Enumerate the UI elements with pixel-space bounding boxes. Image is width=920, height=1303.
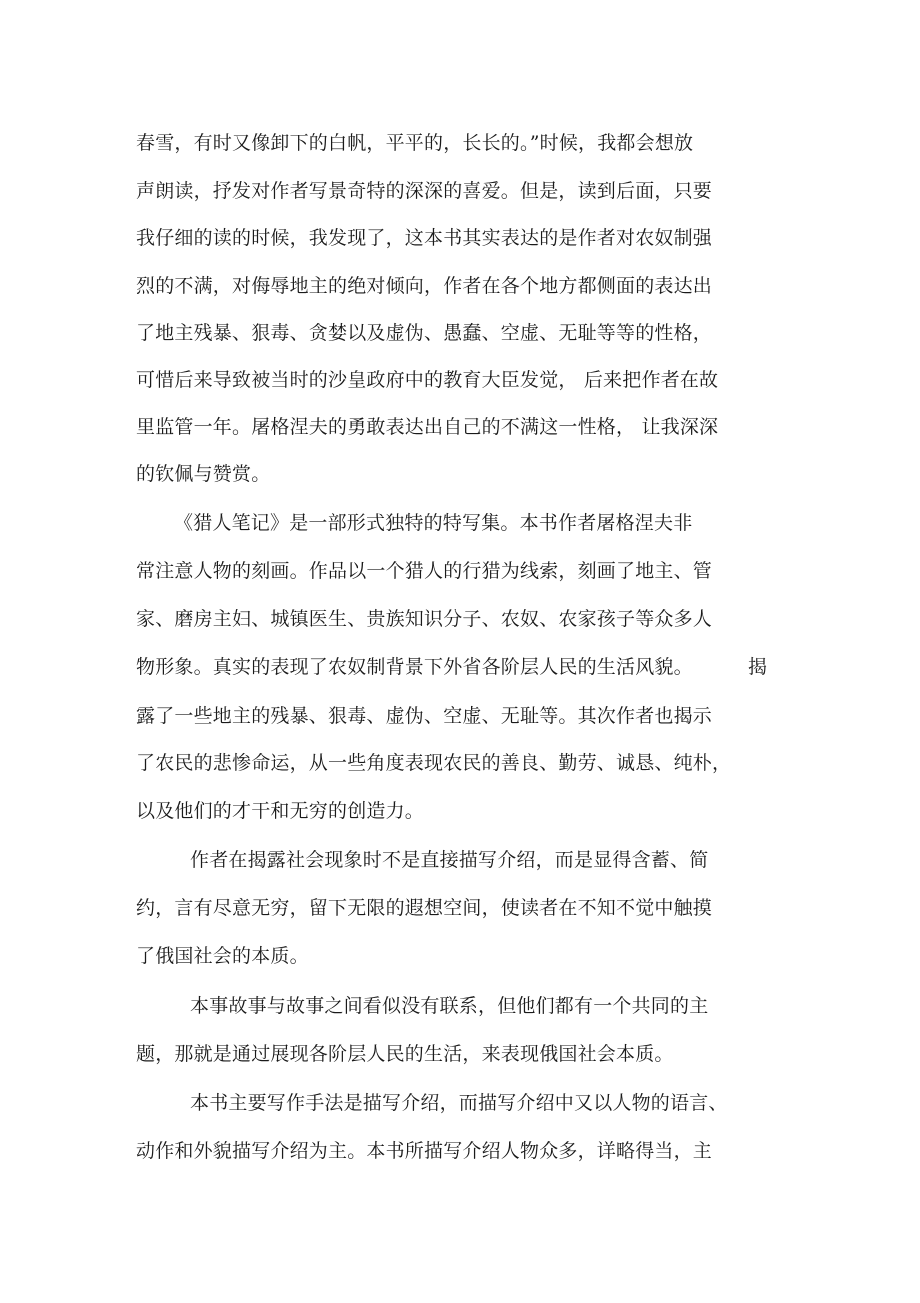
text-line: 露了一些地主的残暴、狠毒、虚伪、空虚、无耻等。其次作者也揭示 — [136, 705, 713, 727]
text-line: 题，那就是通过展现各阶层人民的生活，来表现俄国社会本质。 — [136, 1043, 674, 1065]
text-line: 我仔细的读的时候，我发现了，这本书其实表达的是作者对农奴制强 — [136, 227, 713, 249]
text-line: 了地主残暴、狠毒、贪婪以及虚伪、愚蠢、空虚、无耻等等的性格， — [136, 322, 713, 344]
text-line: 动作和外貌描写介绍为主。本书所描写介绍人物众多，详略得当，主 — [136, 1140, 713, 1162]
text-line: 约，言有尽意无穷，留下无限的遐想空间，使读者在不知不觉中触摸 — [136, 897, 713, 919]
text-line: 了俄国社会的本质。 — [136, 945, 309, 967]
text-line: 声朗读，抒发对作者写景奇特的深深的喜爱。但是，读到后面，只要 — [136, 180, 713, 202]
text-fragment: 揭 — [748, 656, 768, 678]
text-line: 的钦佩与赞赏。 — [136, 463, 271, 485]
paragraph-start-line: 《猎人笔记》是一部形式独特的特写集。本书作者屠格涅夫非 — [174, 512, 693, 534]
text-line: 烈的不满，对侮辱地主的绝对倾向，作者在各个地方都侧面的表达出 — [136, 275, 713, 297]
text-line: 物形象。真实的表现了农奴制背景下外省各阶层人民的生活风貌。 — [136, 656, 693, 678]
text-line: 常注意人物的刻画。作品以一个猎人的行猎为线索，刻画了地主、管 — [136, 560, 713, 582]
text-line: 里监管一年。屠格涅夫的勇敢表达出自己的不满这一性格， 让我深深 — [136, 416, 719, 438]
text-line: 可惜后来导致被当时的沙皇政府中的教育大臣发觉， 后来把作者在故 — [136, 369, 719, 391]
paragraph-start-line: 作者在揭露社会现象时不是直接描写介绍，而是显得含蓄、简 — [190, 849, 709, 871]
paragraph-start-line: 本事故事与故事之间看似没有联系，但他们都有一个共同的主 — [190, 995, 709, 1017]
text-line: 春雪，有时又像卸下的白帆，平平的，长长的。”时候，我都会想放 — [136, 132, 694, 154]
text-line: 了农民的悲惨命运，从一些角度表现农民的善良、勤劳、诚恳、纯朴， — [136, 752, 732, 774]
text-line: 家、磨房主妇、城镇医生、贵族知识分子、农奴、农家孩子等众多人 — [136, 608, 713, 630]
text-line: 以及他们的才干和无穷的创造力。 — [136, 800, 425, 822]
paragraph-start-line: 本书主要写作手法是描写介绍，而描写介绍中又以人物的语言、 — [190, 1092, 728, 1114]
